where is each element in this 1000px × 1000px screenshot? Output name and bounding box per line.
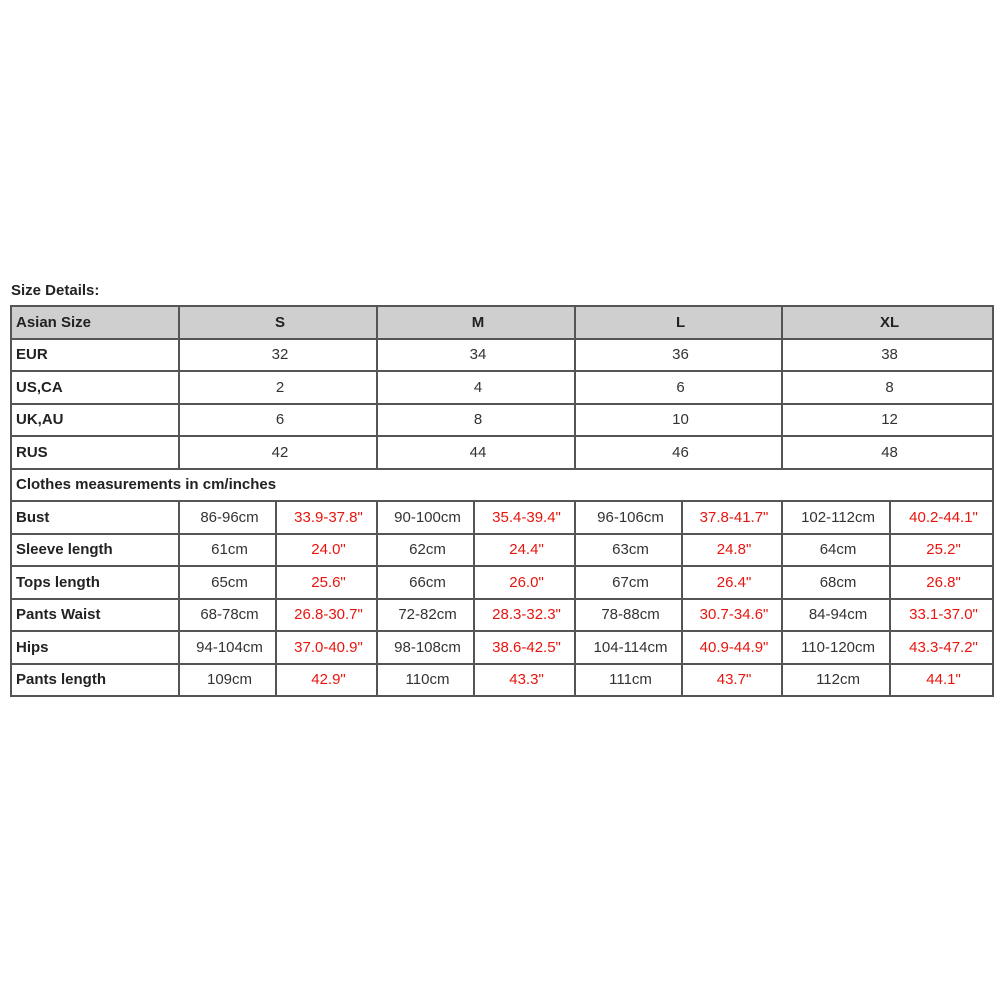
inch-value: 24.0" [276, 534, 377, 567]
inch-value: 33.9-37.8" [276, 501, 377, 534]
inch-value: 43.7" [682, 664, 782, 697]
inch-value: 30.7-34.6" [682, 599, 782, 632]
cm-value: 72-82cm [377, 599, 474, 632]
conversion-value: 12 [782, 404, 993, 437]
inch-value: 24.8" [682, 534, 782, 567]
cm-value: 68cm [782, 566, 890, 599]
row-label: Pants length [11, 664, 179, 697]
conversion-value: 44 [377, 436, 575, 469]
inch-value: 38.6-42.5" [474, 631, 575, 664]
inch-value: 35.4-39.4" [474, 501, 575, 534]
conversion-value: 34 [377, 339, 575, 372]
inch-value: 40.2-44.1" [890, 501, 993, 534]
inch-value: 37.0-40.9" [276, 631, 377, 664]
conversion-value: 46 [575, 436, 782, 469]
conversion-value: 38 [782, 339, 993, 372]
inch-value: 43.3" [474, 664, 575, 697]
conversion-value: 8 [377, 404, 575, 437]
cm-value: 61cm [179, 534, 276, 567]
inch-value: 37.8-41.7" [682, 501, 782, 534]
row-label: RUS [11, 436, 179, 469]
conversion-row [11, 371, 993, 404]
header-row [11, 306, 993, 339]
cm-value: 112cm [782, 664, 890, 697]
conversion-value: 32 [179, 339, 377, 372]
conversion-value: 2 [179, 371, 377, 404]
cm-value: 66cm [377, 566, 474, 599]
inch-value: 26.0" [474, 566, 575, 599]
inch-value: 33.1-37.0" [890, 599, 993, 632]
conversion-value: 36 [575, 339, 782, 372]
measurement-row [11, 599, 993, 632]
inch-value: 43.3-47.2" [890, 631, 993, 664]
cm-value: 111cm [575, 664, 682, 697]
measurement-row [11, 566, 993, 599]
inch-value: 26.8" [890, 566, 993, 599]
inch-value: 42.9" [276, 664, 377, 697]
cm-value: 109cm [179, 664, 276, 697]
conversion-value: 6 [575, 371, 782, 404]
conversion-row [11, 339, 993, 372]
size-header-m: M [377, 306, 575, 339]
inch-value: 26.4" [682, 566, 782, 599]
conversion-row [11, 404, 993, 437]
cm-value: 63cm [575, 534, 682, 567]
row-label: Hips [11, 631, 179, 664]
size-header-s: S [179, 306, 377, 339]
measurement-row [11, 534, 993, 567]
page-title: Size Details: [11, 282, 100, 299]
inch-value: 26.8-30.7" [276, 599, 377, 632]
cm-value: 110-120cm [782, 631, 890, 664]
cm-value: 78-88cm [575, 599, 682, 632]
size-header-xl: XL [782, 306, 993, 339]
inch-value: 40.9-44.9" [682, 631, 782, 664]
cm-value: 102-112cm [782, 501, 890, 534]
measurement-row [11, 501, 993, 534]
inch-value: 44.1" [890, 664, 993, 697]
conversion-row [11, 436, 993, 469]
row-label: UK,AU [11, 404, 179, 437]
conversion-value: 4 [377, 371, 575, 404]
cm-value: 65cm [179, 566, 276, 599]
row-label: Sleeve length [11, 534, 179, 567]
cm-value: 86-96cm [179, 501, 276, 534]
cm-value: 68-78cm [179, 599, 276, 632]
cm-value: 96-106cm [575, 501, 682, 534]
cm-value: 94-104cm [179, 631, 276, 664]
measurement-row [11, 631, 993, 664]
cm-value: 110cm [377, 664, 474, 697]
section-label: Clothes measurements in cm/inches [11, 469, 993, 502]
row-label: Pants Waist [11, 599, 179, 632]
conversion-value: 6 [179, 404, 377, 437]
row-label: EUR [11, 339, 179, 372]
cm-value: 64cm [782, 534, 890, 567]
conversion-value: 8 [782, 371, 993, 404]
cm-value: 84-94cm [782, 599, 890, 632]
inch-value: 25.2" [890, 534, 993, 567]
cm-value: 98-108cm [377, 631, 474, 664]
inch-value: 24.4" [474, 534, 575, 567]
section-row [11, 469, 993, 502]
cm-value: 104-114cm [575, 631, 682, 664]
row-label: Tops length [11, 566, 179, 599]
row-label: US,CA [11, 371, 179, 404]
size-chart-table [10, 305, 994, 697]
measurement-row [11, 664, 993, 697]
inch-value: 28.3-32.3" [474, 599, 575, 632]
conversion-value: 10 [575, 404, 782, 437]
inch-value: 25.6" [276, 566, 377, 599]
cm-value: 62cm [377, 534, 474, 567]
cm-value: 67cm [575, 566, 682, 599]
header-label: Asian Size [11, 306, 179, 339]
row-label: Bust [11, 501, 179, 534]
conversion-value: 42 [179, 436, 377, 469]
conversion-value: 48 [782, 436, 993, 469]
size-header-l: L [575, 306, 782, 339]
cm-value: 90-100cm [377, 501, 474, 534]
